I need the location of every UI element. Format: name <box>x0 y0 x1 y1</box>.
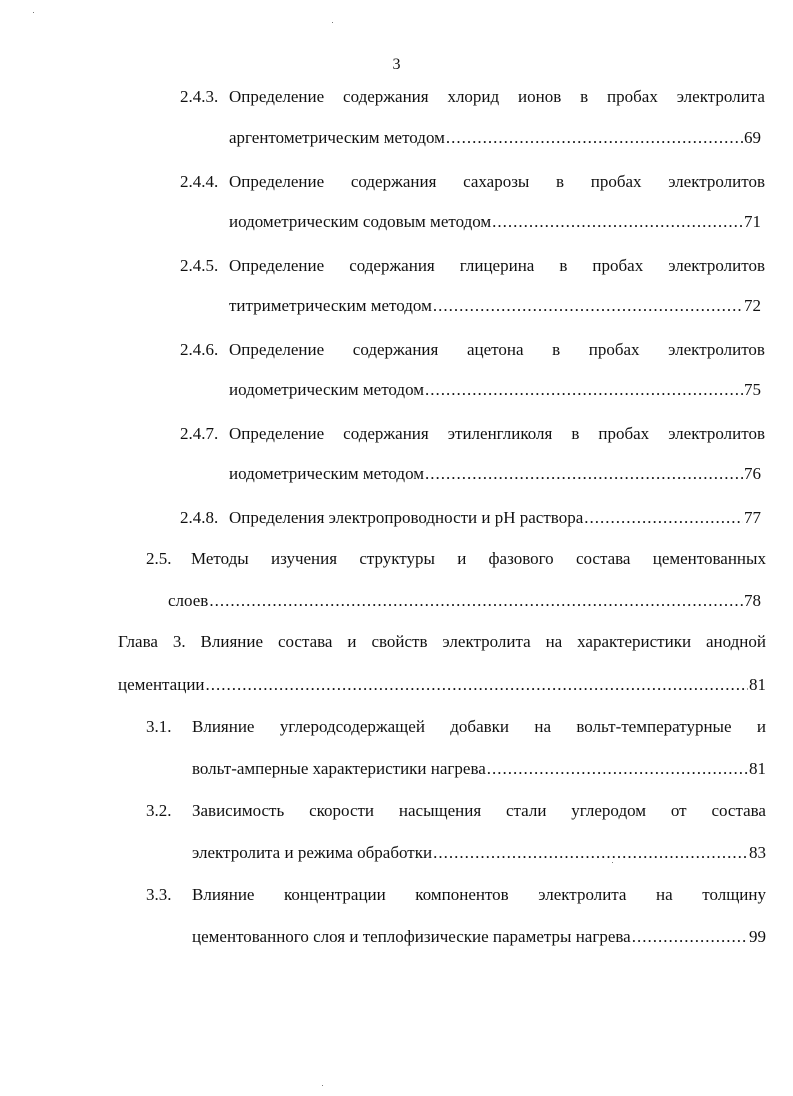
entry-title-line2 <box>192 843 766 863</box>
leader-dots <box>433 843 748 863</box>
entry-title-line1: Определение содержания сахарозы в пробах электролитов <box>229 172 765 191</box>
entry-title-line1: Зависимость скорости насыщения стали углеродом от состава <box>192 801 766 820</box>
leader-dots <box>632 927 748 947</box>
entry-title-line1: Определение содержания глицерина в пробах электролитов <box>229 256 765 275</box>
entry-number: 2.4.6. <box>180 340 219 359</box>
entry-number: 2.4.7. <box>180 424 219 443</box>
entry-page: 75 <box>744 380 761 399</box>
entry-title-line1: Глава 3. Влияние состава и свойств электролита на характеристики анодной <box>118 632 766 651</box>
entry-number: 2.4.3. <box>180 87 219 106</box>
entry-title-line1: Влияние углеродсодержащей добавки на вольт-температурные и <box>192 717 766 736</box>
entry-title-line1: Определение содержания этиленгликоля в пробах электролитов <box>229 424 765 443</box>
entry-title-line2 <box>168 591 761 611</box>
leader-dots <box>487 759 748 779</box>
entry-title-line2 <box>229 464 761 484</box>
entry-title-text: иодометрическим содовым методом <box>229 212 492 231</box>
entry-title-text: цементации <box>118 675 205 694</box>
entry-number: 2.4.8. <box>180 508 219 527</box>
entry-title-text: аргентометрическим методом <box>229 128 445 147</box>
entry-title-text: иодометрическим методом <box>229 464 425 483</box>
scan-speck <box>612 862 613 863</box>
entry-number: 2.4.4. <box>180 172 219 191</box>
entry-title-text: слоев <box>168 591 209 610</box>
entry-title-line1: Определение содержания ацетона в пробах электролитов <box>229 340 765 359</box>
entry-title-line1: Методы изучения структуры и фазового состава цементованных <box>191 549 766 568</box>
entry-page: 76 <box>744 464 761 483</box>
leader-dots <box>433 296 743 316</box>
entry-page: 99 <box>749 927 766 946</box>
entry-page: 77 <box>744 508 761 527</box>
entry-title-line2 <box>118 675 766 695</box>
entry-title-text: вольт-амперные характеристики нагрева <box>192 759 486 778</box>
leader-dots <box>209 591 743 611</box>
scan-speck <box>322 1085 323 1086</box>
entry-title-line2 <box>229 212 761 232</box>
entry-title-text: иодометрическим методом <box>229 380 425 399</box>
page-number: 3 <box>392 56 401 73</box>
entry-title-line2 <box>229 296 761 316</box>
entry-number: 3.1. <box>146 717 172 736</box>
entry-title-text: цементованного слоя и теплофизические параметры нагрева <box>192 927 631 946</box>
leader-dots <box>425 380 743 400</box>
entry-page: 72 <box>744 296 761 315</box>
entry-title-line2 <box>229 128 761 148</box>
leader-dots <box>425 464 743 484</box>
entry-number: 3.2. <box>146 801 172 820</box>
entry-title-text: титриметрическим методом <box>229 296 432 315</box>
scan-speck <box>33 12 34 13</box>
entry-title-text: электролита и режима обработки <box>192 843 433 862</box>
leader-dots <box>206 675 748 695</box>
entry-title-line1 <box>229 508 761 528</box>
entry-number: 2.5. <box>146 549 172 568</box>
entry-number: 2.4.5. <box>180 256 219 275</box>
entry-number: 3.3. <box>146 885 172 904</box>
entry-page: 83 <box>749 843 766 862</box>
leader-dots <box>584 508 743 528</box>
scan-speck <box>332 22 333 23</box>
entry-page: 81 <box>749 759 766 778</box>
entry-title-line1: Влияние концентрации компонентов электролита на толщину <box>192 885 766 904</box>
leader-dots <box>492 212 743 232</box>
entry-title-line2 <box>229 380 761 400</box>
entry-title-line2 <box>192 927 766 947</box>
entry-page: 71 <box>744 212 761 231</box>
entry-page: 78 <box>744 591 761 610</box>
entry-title-line2 <box>192 759 766 779</box>
entry-page: 81 <box>749 675 766 694</box>
entry-title-text: Определения электропроводности и pH раствора <box>229 508 584 527</box>
entry-title-line1: Определение содержания хлорид ионов в пробах электролита <box>229 87 765 106</box>
entry-page: 69 <box>744 128 761 147</box>
leader-dots <box>446 128 743 148</box>
